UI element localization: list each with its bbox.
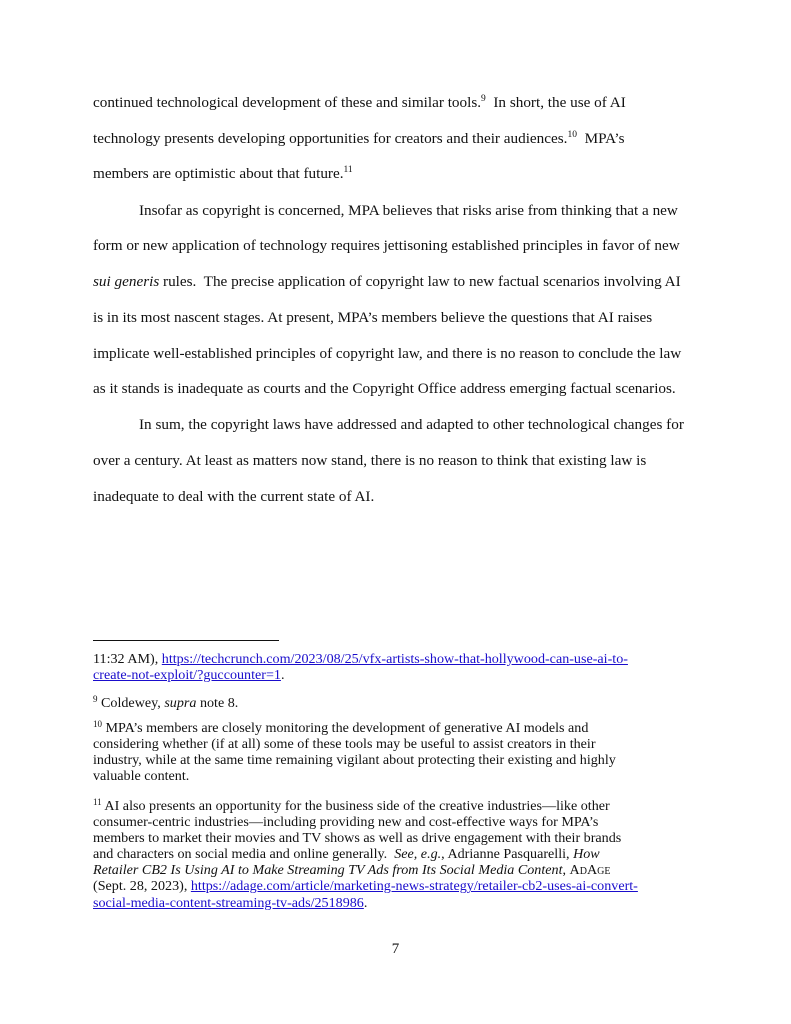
footnote-line <box>93 878 703 894</box>
footnote-ref-9[interactable]: 9 <box>481 94 486 104</box>
footnote-continuation <box>93 651 703 683</box>
footnote-line: valuable content. <box>93 768 190 785</box>
body-line <box>93 273 681 291</box>
footnote-line <box>93 846 703 862</box>
footnote-line: members to market their movies and TV shows as well as drive engagement with their brands <box>93 830 622 847</box>
footnote-line <box>93 862 703 878</box>
footnote-line: considering whether (if at all) some of these tools may be useful to assist creators in their <box>93 736 596 753</box>
text: , Adrianne Pasquarelli, <box>441 846 574 863</box>
text: MPA’s members are closely monitoring the development of generative AI models and <box>102 720 589 736</box>
text: and characters on social media and online generally. <box>93 846 395 863</box>
text: note 8. <box>196 695 239 711</box>
footnote-line: consumer-centric industries—including providing new and cost-effective ways for MPA’s <box>93 814 599 831</box>
footnote-line <box>93 895 703 911</box>
text: Coldewey, <box>97 695 165 711</box>
text: In short, the use of AI <box>485 94 626 111</box>
footnote-separator <box>93 640 279 641</box>
footnote-line: industry, while at the same time remaining vigilant about protecting their existing and highly <box>93 752 616 769</box>
techcrunch-link[interactable]: https://techcrunch.com/2023/08/25/vfx-artists-show-that-hollywood-can-use-ai-to- <box>161 651 628 667</box>
footnote-line <box>93 651 703 667</box>
text: technology presents developing opportunities for creators and their audiences. <box>93 130 568 147</box>
emphasis: sui generis <box>93 273 160 290</box>
text: (Sept. 28, 2023), <box>93 878 191 895</box>
footnote-11 <box>93 798 703 911</box>
page-number: 7 <box>391 941 400 957</box>
body-line: over a century. At least as matters now stand, there is no reason to think that existing law is <box>93 452 647 469</box>
footnote-number: 10 <box>93 719 102 729</box>
adage-link[interactable]: social-media-content-streaming-tv-ads/2518986 <box>93 894 364 911</box>
footnote-ref-11[interactable]: 11 <box>343 165 353 175</box>
text: rules. The precise application of copyright law to new factual scenarios involving AI <box>159 273 681 290</box>
body-line: inadequate to deal with the current state of AI. <box>93 488 375 505</box>
body-line: is in its most nascent stages. At present, MPA’s members believe the questions that AI raises <box>93 309 653 326</box>
footnote-line <box>93 695 703 711</box>
footnote-line <box>93 720 703 736</box>
text: members are optimistic about that future. <box>93 165 344 182</box>
footnote-number: 9 <box>93 694 98 704</box>
footnote-line <box>93 667 703 683</box>
body-line: Insofar as copyright is concerned, MPA believes that risks arise from thinking that a new <box>139 202 678 219</box>
footnote-line <box>93 798 703 814</box>
footnote-9 <box>93 695 703 711</box>
footnote-number: 11 <box>93 797 102 807</box>
adage-link[interactable]: https://adage.com/article/marketing-news-strategy/retailer-cb2-uses-ai-convert- <box>190 878 638 895</box>
body-line <box>93 130 625 148</box>
footnote-ref-10[interactable]: 10 <box>567 130 577 140</box>
emphasis: See, e.g. <box>394 846 442 863</box>
techcrunch-link[interactable]: create-not-exploit/?guccounter=1 <box>93 667 281 684</box>
text: 11:32 AM), <box>93 651 162 667</box>
emphasis: supra <box>164 695 197 711</box>
article-title: Retailer CB2 Is Using AI to Make Streaming TV Ads from Its Social Media Content <box>93 862 563 879</box>
body-line <box>93 94 626 112</box>
body-line: In sum, the copyright laws have addressed and adapted to other technological changes for <box>139 416 684 433</box>
body-line: form or new application of technology requires jettisoning established principles in favor of new <box>93 237 680 254</box>
text: continued technological development of these and similar tools. <box>93 94 482 111</box>
publication-name: AdAge <box>569 862 611 879</box>
body-line: implicate well-established principles of copyright law, and there is no reason to conclude the law <box>93 345 682 362</box>
text: . <box>280 667 285 684</box>
emphasis: How <box>573 846 600 863</box>
text: , <box>562 862 570 879</box>
footnote-10 <box>93 720 703 784</box>
body-line: as it stands is inadequate as courts and the Copyright Office address emerging factual scenarios. <box>93 380 676 397</box>
body-line <box>93 165 353 183</box>
text: . <box>363 894 368 911</box>
text: AI also presents an opportunity for the business side of the creative industries—like other <box>101 798 610 814</box>
text: MPA’s <box>576 130 625 147</box>
